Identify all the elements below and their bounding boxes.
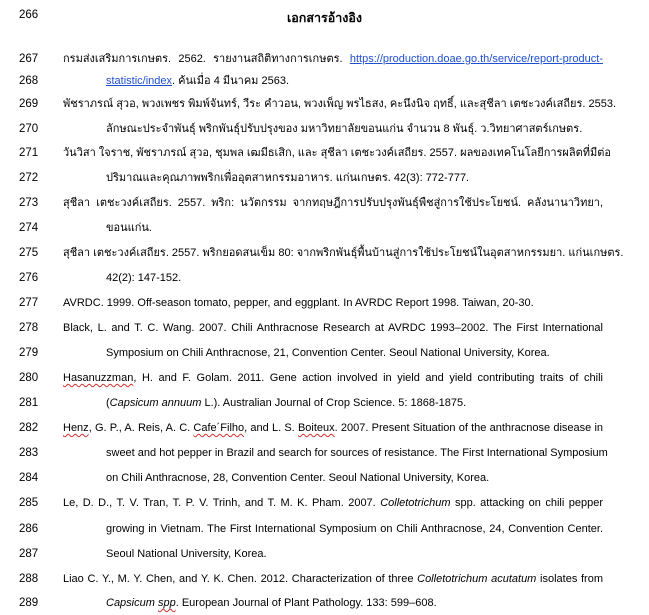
reference-line: สุชีลา เตชะวงค์เสถียร. 2557. พริกยอดสนเข็ม 80: จากพริกพันธุ์พื้นบ้านสู่การใช้ประโยชน์ในอุตสาหกรรมยา. แก่นเกษตร.: [63, 247, 624, 259]
line-number: 285: [19, 497, 39, 509]
line-number: 275: [19, 247, 39, 259]
species-name: Colletotrichum acutatum: [417, 573, 537, 585]
line-number: 270: [19, 123, 39, 135]
reference-text: , G. P., A. Reis, A. C.: [88, 422, 194, 434]
line-number: 267: [19, 53, 39, 65]
line-number: 272: [19, 172, 39, 184]
line-number: 277: [19, 297, 39, 309]
line-number: 286: [19, 523, 39, 535]
species-name: Capsicum: [106, 597, 158, 609]
line-number: 287: [19, 548, 39, 560]
spellcheck-word[interactable]: Henz: [63, 422, 89, 434]
reference-line: [63, 421, 603, 435]
line-number: 278: [19, 322, 39, 334]
line-number: 282: [19, 422, 39, 434]
reference-line: สุชีลา เตชะวงค์เสถียร. 2557. พริก: นวัตกรรม จากทฤษฎีการปรับปรุงพันธุ์พืชสู่การใช้ประโยชน์. คลังนานาวิทยา,: [63, 197, 603, 209]
line-number: 281: [19, 397, 39, 409]
line-number: 268: [19, 75, 39, 87]
reference-text: (: [106, 397, 110, 409]
reference-line: AVRDC. 1999. Off-season tomato, pepper, and eggplant. In AVRDC Report 1998. Taiwan, 20-30.: [63, 297, 534, 309]
reference-text: Le, D. D., T. V. Tran, T. P. V. Trinh, and T. M. K. Pham. 2007.: [63, 497, 381, 509]
spellcheck-word[interactable]: Boiteux: [297, 422, 335, 434]
line-number: 269: [19, 98, 39, 110]
spellcheck-word[interactable]: Hasanuzzman: [63, 372, 134, 384]
species-name: Capsicum annuum: [109, 397, 202, 409]
line-number: 289: [19, 597, 39, 609]
reference-line: growing in Vietnam. The First International Symposium on Chili Anthracnose, 24, Convention Center.: [106, 523, 603, 535]
reference-text: , and L. S.: [244, 422, 298, 434]
reference-url-link[interactable]: statistic/index: [106, 75, 173, 87]
reference-line: Black, L. and T. C. Wang. 2007. Chili Anthracnose Research at AVRDC 1993–2002. The First International: [63, 322, 603, 334]
reference-line: วันวิสา ใจราช, พัชราภรณ์ สุวอ, ชุมพล เฒมีธเสิก, และ สุชีลา เตชะวงค์เสถียร. 2557. ผลของเทคโนโลยีการผลิตที่มีต่อ: [63, 147, 612, 159]
line-number: 283: [19, 447, 39, 459]
reference-line: ลักษณะประจำพันธุ์ พริกพันธุ์ปรับปรุงของ มหาวิทยาลัยขอนแก่น จำนวน 8 พันธุ์. ว.วิทยาศาสตร์เกษตร.: [106, 123, 583, 135]
reference-text: กรมส่งเสริมการเกษตร. 2562. รายงานสถิติทางการเกษตร.: [63, 53, 350, 65]
line-number: 266: [19, 9, 39, 21]
reference-line: ปริมาณและคุณภาพพริกเพื่ออุตสาหกรรมอาหาร. แก่นเกษตร. 42(3): 772-777.: [106, 172, 470, 184]
line-number: 276: [19, 272, 39, 284]
reference-text: , H. and F. Golam. 2011. Gene action involved in yield and yield contributing traits of chili: [133, 372, 603, 384]
reference-text: Liao C. Y., M. Y. Chen, and Y. K. Chen. 2012. Characterization of three: [63, 573, 418, 585]
line-number: 288: [19, 573, 39, 585]
reference-text: L.). Australian Journal of Crop Science. 5: 1868-1875.: [201, 397, 467, 409]
line-number: 271: [19, 147, 39, 159]
reference-line: [106, 396, 466, 410]
line-number: 279: [19, 347, 39, 359]
line-number: 273: [19, 197, 39, 209]
spellcheck-word[interactable]: Cafe´Filho: [193, 422, 245, 434]
reference-line: [63, 572, 603, 586]
reference-text: . European Journal of Plant Pathology. 133: 599–608.: [175, 597, 437, 609]
spellcheck-word[interactable]: spp: [157, 597, 176, 609]
reference-line: [63, 371, 603, 385]
reference-text: . 2007. Present Situation of the anthracnose disease in: [334, 422, 604, 434]
reference-line: [63, 496, 603, 510]
reference-line: ขอนแก่น.: [106, 222, 152, 234]
reference-url-link[interactable]: https://production.doae.go.th/service/report-product-: [349, 53, 603, 65]
reference-line: [63, 52, 603, 66]
reference-line: [106, 74, 289, 88]
reference-line: Symposium on Chili Anthracnose, 21, Convention Center. Seoul National University, Korea.: [106, 347, 550, 359]
page-title: เอกสารอ้างอิง: [287, 11, 362, 25]
reference-text: spp. attacking on chili pepper: [450, 497, 603, 509]
reference-line: on Chili Anthracnose, 28, Convention Center. Seoul National University, Korea.: [106, 472, 490, 484]
reference-line: พัชราภรณ์ สุวอ, พวงเพชร พิมพ์จันทร์, วีระ คำวอน, พวงเพ็ญ พรไธสง, คะนึงนิจ ฤทธิ์, และสุชีลา เตชะวงค์เสถียร. 2553.: [63, 98, 617, 110]
reference-line: Seoul National University, Korea.: [106, 548, 267, 560]
reference-text: isolates from: [536, 573, 603, 585]
species-name: Colletotrichum: [380, 497, 451, 509]
line-number: 274: [19, 222, 39, 234]
line-number: 280: [19, 372, 39, 384]
reference-text: . ค้นเมื่อ 4 มีนาคม 2563.: [172, 75, 290, 87]
reference-line: [106, 596, 437, 610]
line-number: 284: [19, 472, 39, 484]
reference-line: 42(2): 147-152.: [106, 272, 182, 284]
reference-line: sweet and hot pepper in Brazil and search for sources of resistance. The First International Symposium: [106, 447, 608, 459]
